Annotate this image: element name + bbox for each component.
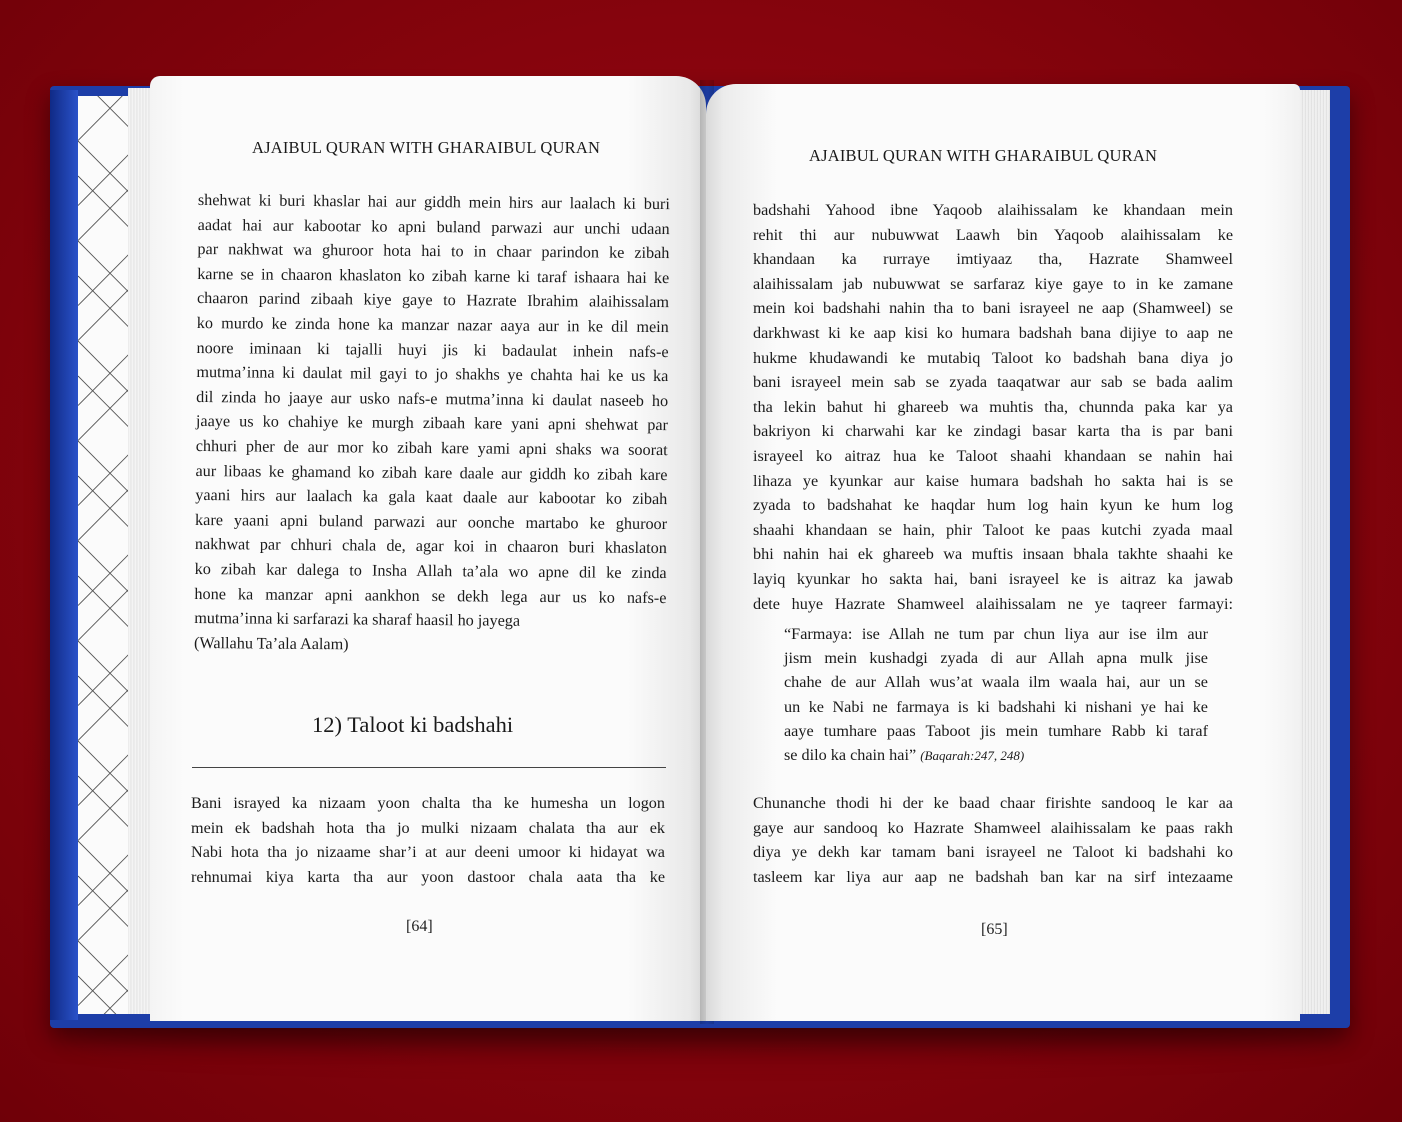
text-line: rehnumai kiya karta tha aur yoon dastoor chala aata tha ke	[191, 867, 665, 886]
text-line: shehwat ki buri khaslar hai aur giddh mein hirs aur laalach ki buri	[197, 190, 670, 214]
page-number: [64]	[406, 918, 433, 935]
page-number: [65]	[981, 921, 1008, 938]
text-line: kare yaani apni buland parwazi aur oonche martabo ke ghuroor	[195, 510, 668, 533]
body-paragraph	[753, 791, 1233, 889]
text-line: gaye aur sandooq ko Hazrate Shamweel alaihissalam ke paas rakh	[753, 818, 1233, 837]
text-line: ko zibah kar dalega to Insha Allah ta’ala wo apne dil ke zinda	[194, 559, 667, 583]
text-line: bhi nahin hai ek ghareeb wa muftis insaan bhala takhte shaahi ke	[753, 545, 1233, 564]
quote-line: un ke Nabi ne farmaya is ki badshahi ki nishani ye hai ke	[784, 697, 1208, 716]
text-line: lihaza ye kyunkar aur kaise humara badshah ho sakta hai is se	[753, 471, 1233, 490]
body-paragraph	[191, 791, 665, 889]
text-line: chaaron parind zibaah kiye gaye to Hazrate Ibrahim alaihissalam	[196, 289, 670, 312]
running-head: AJAIBUL QURAN WITH GHARAIBUL QURAN	[809, 146, 1158, 165]
text-line: israyeel ko aitraz hua ke Taloot shaahi khandaan se nahin hai	[753, 446, 1233, 465]
text-line: mein koi badshahi nahin tha to bani israyeel ne aap (Shamweel) se	[753, 299, 1233, 318]
text-line: dete huye Hazrate Shamweel alaihissalam ne ye taqreer farmayi:	[753, 594, 1233, 613]
text-line: ko murdo ke zinda hone ka manzar nazar aaya aur in ke dil mein	[196, 313, 669, 337]
text-line: mein ek badshah hota tha jo mulki nizaam chalata tha aur ek	[191, 818, 665, 837]
text-line: aur libaas ke ghamand ko zibah kare daale aur giddh ko zibah kare	[195, 461, 668, 484]
text-line: shaahi khandaan se hain, phir Taloot ke paas kutchi zyada maal	[753, 520, 1233, 539]
quote-line: jism mein kushadgi zyada di aur Allah apna mulk jise	[784, 649, 1208, 668]
text-line: layiq kyunkar ho sakta hai, bani israyeel ke is aitraz ka jawab	[753, 569, 1233, 588]
text-line: (Wallahu Ta’ala Aalam)	[193, 633, 349, 654]
body-paragraph	[194, 188, 670, 659]
text-line: par nakhwat wa ghuroor hota hai to in chaar parindon ke zibah	[197, 240, 670, 263]
text-line: chhuri pher de aur mor ko zibah kare yami apni shaks wa soorat	[195, 436, 668, 460]
section-heading: 12) Taloot ki badshahi	[312, 712, 514, 737]
quote-line	[784, 743, 1208, 768]
quote-text: se dilo ka chain hai”	[784, 746, 921, 765]
text-line: Bani israyed ka nizaam yoon chalta tha ke humesha un logon	[191, 794, 665, 812]
quote-line: chahe de aur Allah wus’at waala ilm waala hai, aur un se	[784, 673, 1208, 692]
body-paragraph	[753, 198, 1233, 616]
text-line: tasleem kar liya aur aap ne badshah ban kar na sirf intezaame	[753, 867, 1233, 886]
text-line: mutma’inna ki sarfarazi ka sharaf haasil ho jayega	[194, 609, 521, 630]
right-page	[706, 84, 1300, 1021]
quote-line: aaye tumhare paas Taboot jis mein tumhare Rabb ki taraf	[784, 721, 1208, 740]
quote-reference: (Baqarah:247, 248)	[920, 748, 1025, 764]
text-line: alaihissalam jab nubuwwat se sarfaraz kiye gaye to in ke zamane	[753, 274, 1233, 293]
quote-block	[784, 622, 1208, 768]
text-line: jaaye us ko chahiye ke murgh zibaah kare yani apni shehwat par	[195, 412, 669, 435]
text-line: bakriyon ki charwahi kar ke zindagi basar karta tha is par bani	[753, 422, 1233, 441]
text-line: hone ka manzar apni aankhon se dekh lega aur us ko nafs-e	[194, 584, 667, 607]
text-line: nakhwat par chhuri chala de, agar koi in chaaron buri khaslaton	[194, 535, 667, 558]
text-line: bani israyeel mein sab se zyada taaqatwar aur sab se bada aalim	[753, 373, 1233, 392]
text-line: hukme khudawandi ke mutabiq Taloot ko badshah bana diya jo	[753, 348, 1233, 367]
cover-spine-edge	[50, 90, 78, 1020]
quote-line: “Farmaya: ise Allah ne tum par chun liya aur ise ilm aur	[784, 625, 1208, 643]
text-line: rehit thi aur nubuwwat Laawh bin Yaqoob alaihissalam ke	[753, 225, 1233, 244]
right-page-stack	[1296, 90, 1330, 1014]
text-line: Chunanche thodi hi der ke baad chaar firishte sandooq le kar aa	[753, 794, 1233, 812]
text-line: diya ye dekh kar tamam bani israyeel ne Taloot ki badshahi ko	[753, 843, 1233, 862]
text-line: badshahi Yahood ibne Yaqoob alaihissalam ke khandaan mein	[753, 201, 1233, 219]
text-line: dil zinda ho jaaye aur usko nafs-e mutma’inna ki daulat naseeb ho	[196, 387, 669, 410]
text-line: mutma’inna ki daulat mil gayi to jo shakhs ye chahta hai ke us ka	[196, 363, 669, 386]
running-head: AJAIBUL QURAN WITH GHARAIBUL QURAN	[252, 138, 601, 157]
text-line: noore iminaan ki tajalli huyi jis ki badaulat inhein nafs-e	[196, 338, 669, 361]
text-line: Nabi hota tha jo nizaame shar’i at aur deeni umoor ki hidayat wa	[191, 843, 665, 862]
section-divider	[192, 767, 666, 768]
text-line: darkhwast ki ke aap kisi ko humara badshah bana dijiye to aap ne	[753, 323, 1233, 342]
text-line: zyada to badshahat ke haqdar hum log hain kyun ke hum log	[753, 496, 1233, 515]
text-line: karne se in chaaron khaslaton ko zibah karne ki taraf ishaara hai ke	[197, 264, 670, 287]
text-line: tha lekin bahut hi ghareeb wa muhtis tha, chunnda paka kar ya	[753, 397, 1233, 416]
left-page	[150, 76, 706, 1021]
text-line: yaani hirs aur laalach ka gala kaat daale aur kabootar ko zibah	[195, 486, 668, 509]
text-line: aadat hai aur kabootar ko apni buland parwazi aur unchi udaan	[197, 215, 670, 238]
text-line: khandaan ka rurraye imtiyaaz tha, Hazrate Shamweel	[753, 250, 1233, 269]
